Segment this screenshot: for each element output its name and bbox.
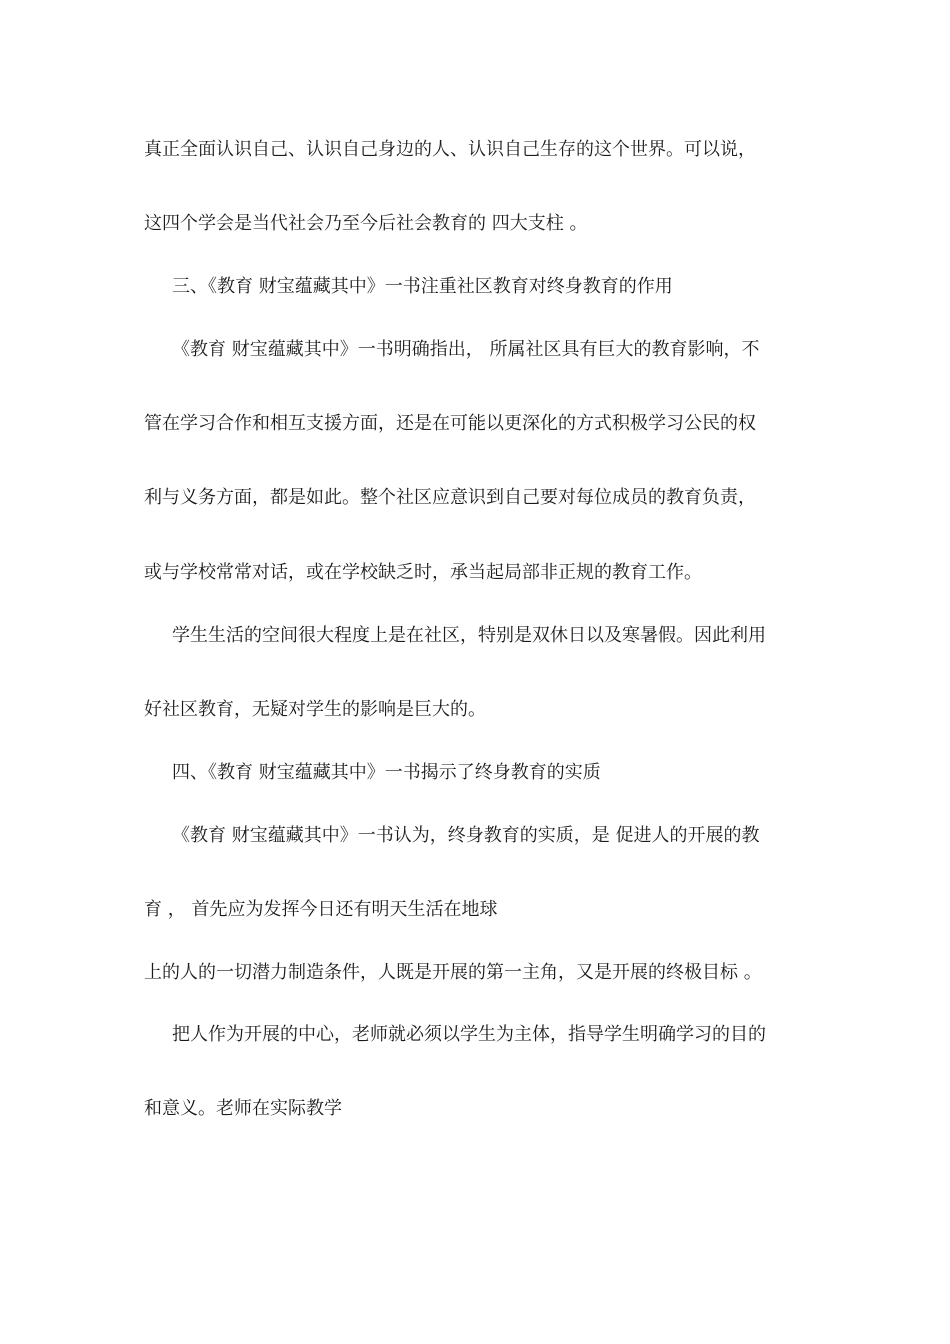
section-heading: 四、《教育 财宝蕴藏其中》一书揭示了终身教育的实质 bbox=[172, 762, 601, 783]
text-line: 学生生活的空间很大程度上是在社区，特别是双休日以及寒暑假。因此利用 bbox=[172, 625, 766, 646]
section-heading: 三、《教育 财宝蕴藏其中》一书注重社区教育对终身教育的作用 bbox=[172, 276, 673, 297]
text-line: 上的人的一切潜力制造条件，人既是开展的第一主角，又是开展的终极目标 。 bbox=[144, 962, 762, 983]
text-line: 或与学校常常对话，或在学校缺乏时，承当起局部非正规的教育工作。 bbox=[144, 562, 702, 583]
text-line: 《教育 财宝蕴藏其中》一书认为，终身教育的实质，是 促进人的开展的教 bbox=[172, 825, 760, 846]
text-line: 这四个学会是当代社会乃至今后社会教育的 四大支柱 。 bbox=[144, 213, 588, 234]
text-line: 真正全面认识自己、认识自己身边的人、认识自己生存的这个世界。可以说， bbox=[144, 139, 756, 160]
text-line: 好社区教育，无疑对学生的影响是巨大的。 bbox=[144, 699, 486, 720]
text-line: 《教育 财宝蕴藏其中》一书明确指出， 所属社区具有巨大的教育影响，不 bbox=[172, 339, 760, 360]
text-line: 利与义务方面，都是如此。整个社区应意识到自己要对每位成员的教育负责， bbox=[144, 487, 756, 508]
text-line: 和意义。老师在实际教学 bbox=[144, 1098, 342, 1119]
text-line: 育 ， 首先应为发挥今日还有明天生活在地球 bbox=[144, 899, 498, 920]
text-line: 把人作为开展的中心，老师就必须以学生为主体，指导学生明确学习的目的 bbox=[172, 1024, 766, 1045]
text-line: 管在学习合作和相互支援方面，还是在可能以更深化的方式积极学习公民的权 bbox=[144, 413, 756, 434]
